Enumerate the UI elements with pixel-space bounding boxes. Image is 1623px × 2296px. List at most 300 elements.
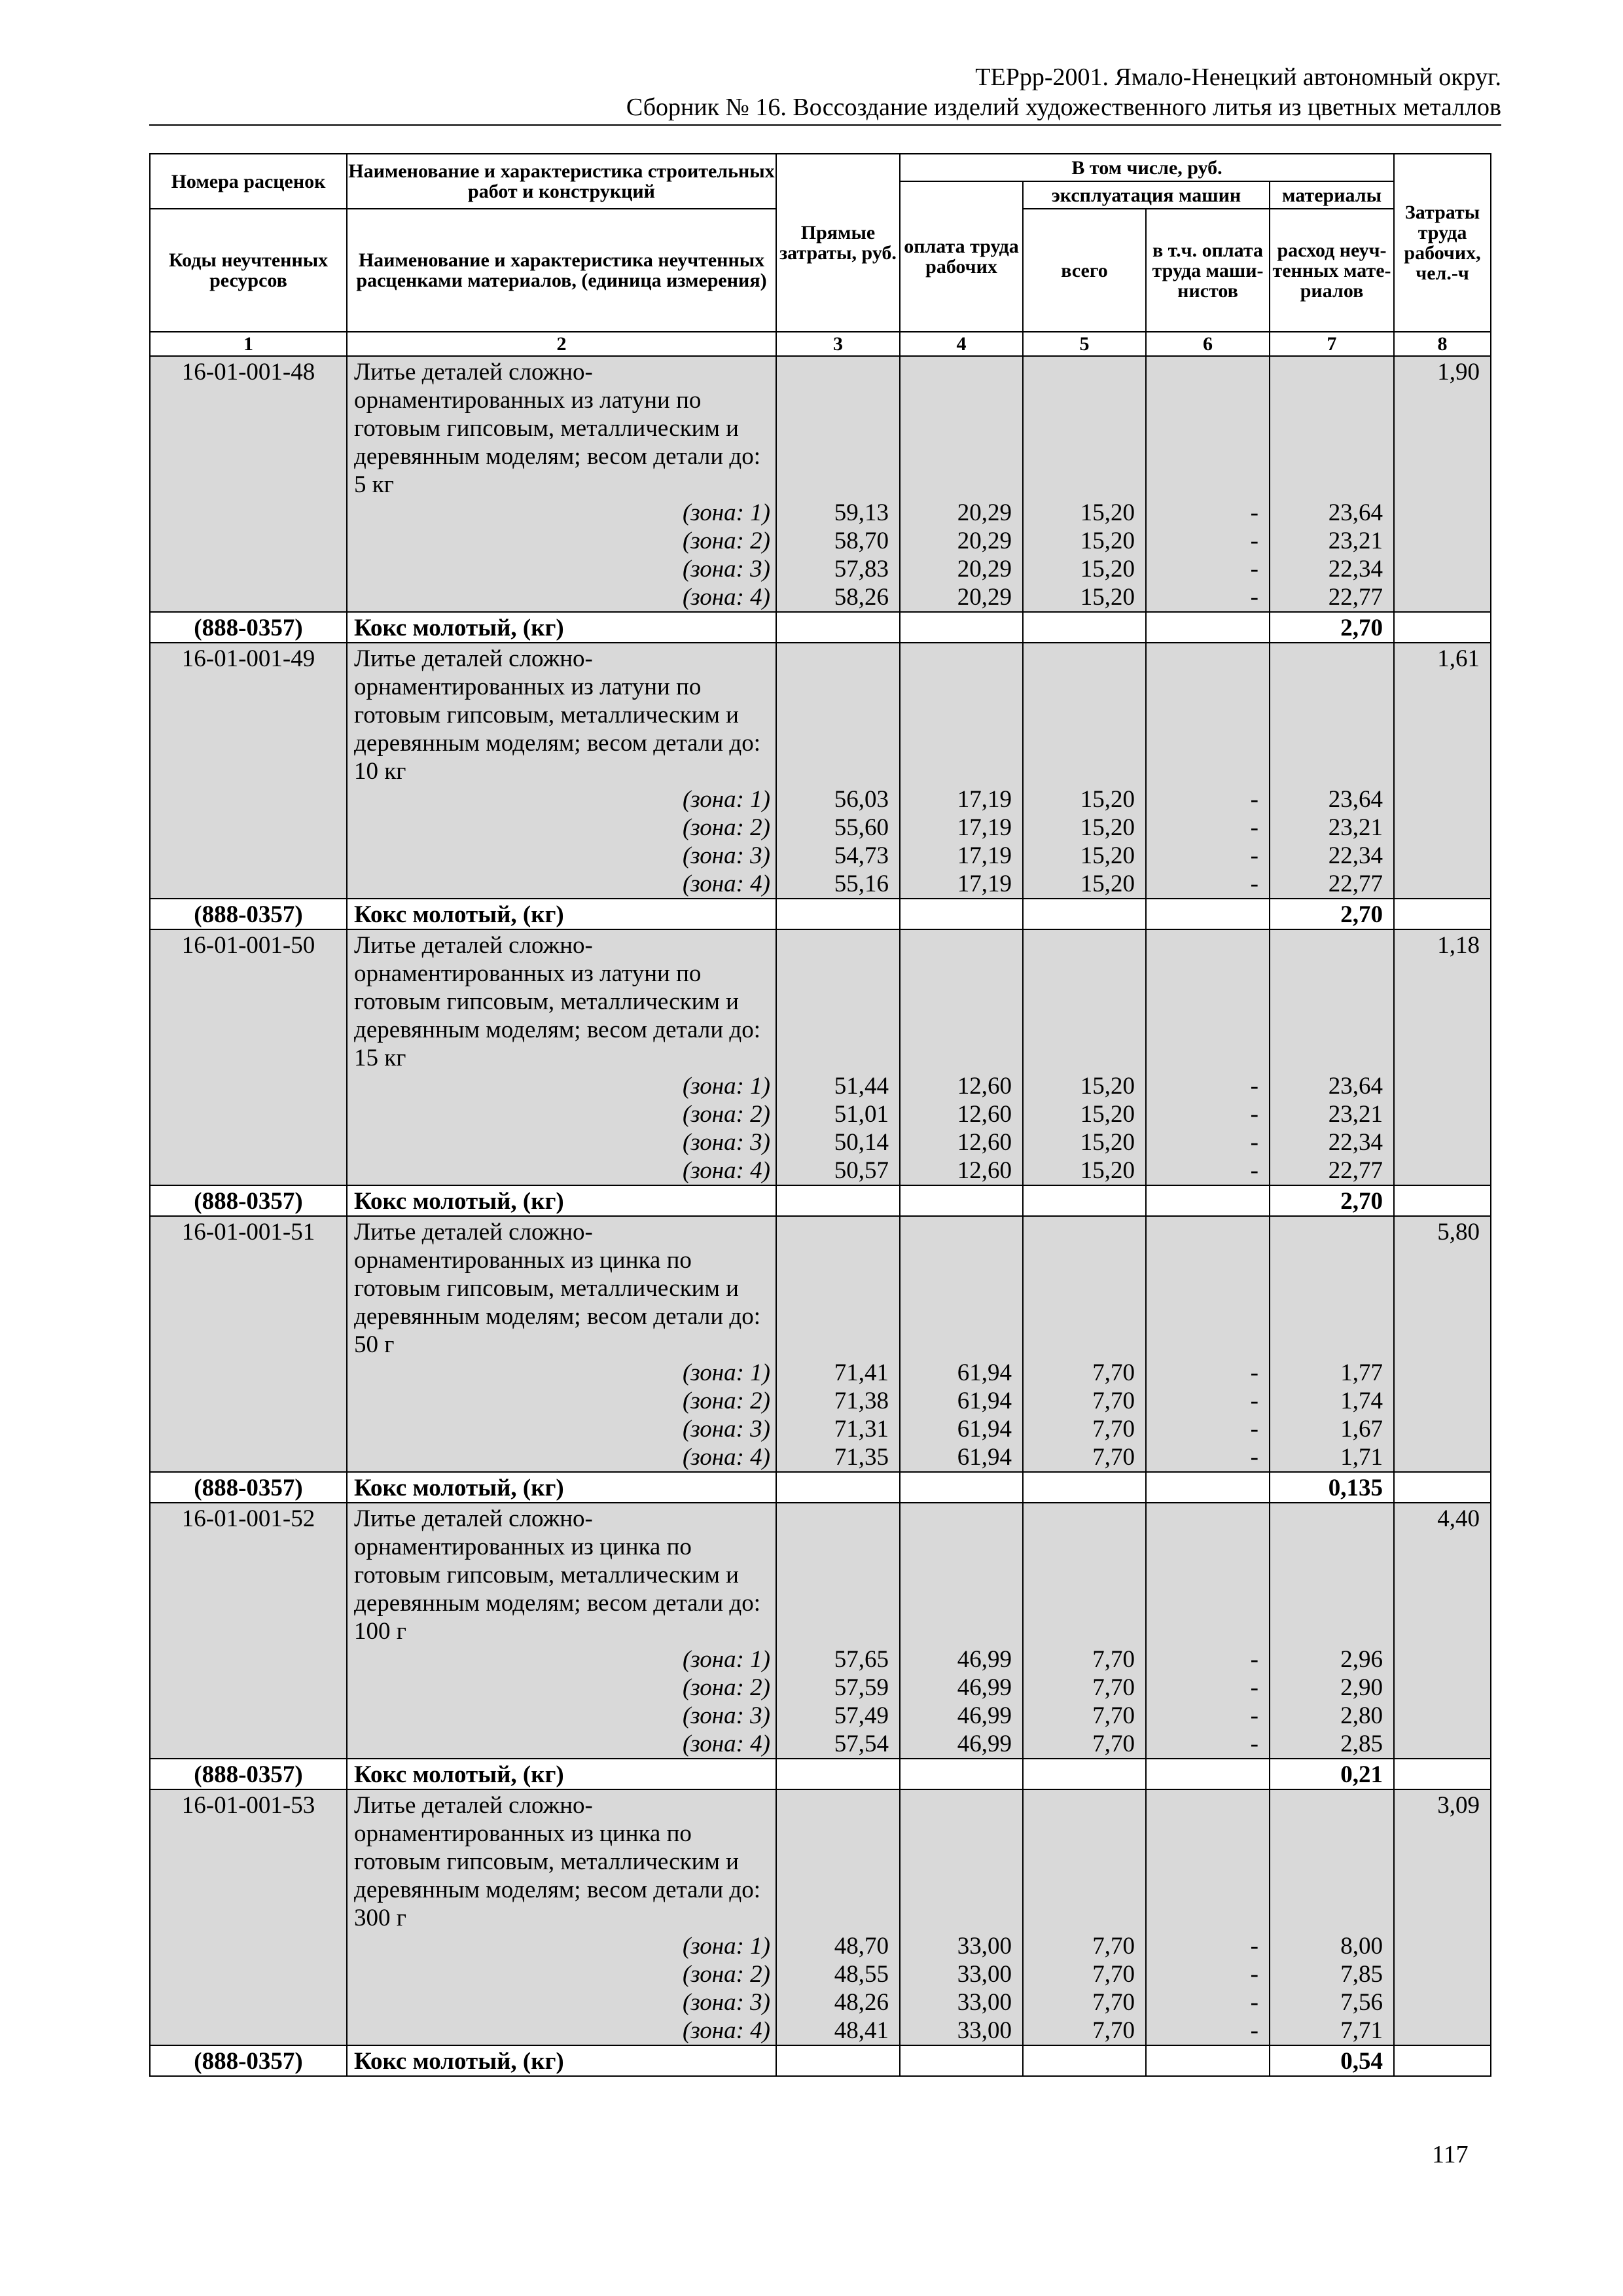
col-number: 5 — [1023, 332, 1146, 356]
rate-description-line: деревянным моделям; весом детали до: — [354, 443, 761, 470]
value-pay: 61,94 — [957, 1388, 1012, 1414]
value-mach: 15,20 — [1080, 786, 1135, 813]
value-mach: 7,70 — [1092, 1933, 1135, 1960]
rate-description-line: готовым гипсовым, металлическим и — [354, 702, 739, 728]
spacer — [1026, 1617, 1135, 1645]
running-header-title: ТЕРрр-2001. Ямало-Ненецкий автономный округ. — [975, 63, 1501, 91]
spacer — [779, 1274, 889, 1302]
resource-code: (888-0357) — [150, 1759, 347, 1789]
col-number: 3 — [776, 332, 900, 356]
col-mach-cell — [1023, 929, 1146, 1185]
value-mach: 15,20 — [1080, 842, 1135, 869]
spacer — [1149, 673, 1258, 701]
value-pay: 61,94 — [957, 1444, 1012, 1471]
value-mat: 2,90 — [1340, 1674, 1383, 1701]
value-mat: 22,34 — [1328, 842, 1383, 869]
th-machine-total: всего — [1023, 209, 1146, 332]
col-pay-cell — [900, 1216, 1023, 1472]
value-mach: 15,20 — [1080, 584, 1135, 611]
rates-body — [150, 356, 1491, 2076]
spacer — [779, 1016, 889, 1044]
rate-description-cell — [347, 1216, 776, 1472]
spacer — [779, 1302, 889, 1331]
rate-description-line: орнаментированных из латуни по — [354, 960, 702, 987]
value-machpay: - — [1250, 1961, 1258, 1988]
spacer — [903, 1561, 1012, 1589]
value-mach: 7,70 — [1092, 1388, 1135, 1414]
spacer — [779, 645, 889, 673]
spacer — [779, 960, 889, 988]
col-direct-cell — [776, 643, 900, 899]
rate-description-line: деревянным моделям; весом детали до: — [354, 1303, 761, 1330]
empty-cell — [1023, 1472, 1146, 1503]
rate-description-line: орнаментированных из цинка по — [354, 1820, 692, 1847]
labor-value: 1,61 — [1437, 645, 1480, 672]
spacer — [903, 673, 1012, 701]
spacer — [779, 1617, 889, 1645]
spacer — [1149, 386, 1258, 414]
col-mat-cell — [1270, 1789, 1394, 2045]
rate-description-line: орнаментированных из цинка по — [354, 1247, 692, 1274]
value-direct: 55,16 — [834, 870, 889, 897]
labor-cell — [1394, 1789, 1491, 2045]
spacer — [1273, 1331, 1383, 1359]
labor-cell — [1394, 1216, 1491, 1472]
rate-code-cell — [150, 1216, 347, 1472]
empty-cell — [1394, 612, 1491, 643]
spacer — [1026, 442, 1135, 471]
col-pay-cell — [900, 1789, 1023, 2045]
rate-code-cell — [150, 356, 347, 612]
value-direct: 71,38 — [834, 1388, 889, 1414]
spacer — [779, 1218, 889, 1246]
spacer — [1026, 1274, 1135, 1302]
empty-cell — [1146, 1759, 1270, 1789]
spacer — [903, 1274, 1012, 1302]
zone-label: (зона: 4) — [682, 1444, 770, 1471]
spacer — [1026, 1876, 1135, 1904]
col-mach-cell — [1023, 643, 1146, 899]
value-pay: 20,29 — [957, 556, 1012, 583]
zone-label: (зона: 3) — [682, 842, 770, 869]
col-mat-cell — [1270, 1216, 1394, 1472]
empty-cell — [776, 899, 900, 929]
value-pay: 46,99 — [957, 1702, 1012, 1729]
th-material-name: Наименование и характеристика неучтенных расценками материалов, (единица измерения) — [347, 209, 776, 332]
spacer — [1273, 1274, 1383, 1302]
spacer — [1026, 386, 1135, 414]
col-machpay-cell — [1146, 1789, 1270, 2045]
spacer — [1149, 1589, 1258, 1617]
value-mat: 7,56 — [1340, 1989, 1383, 2016]
value-mach: 7,70 — [1092, 1989, 1135, 2016]
th-work-name: Наименование и характеристика строительных работ и конструкций — [347, 154, 776, 209]
spacer — [1026, 1302, 1135, 1331]
value-machpay: - — [1250, 1129, 1258, 1156]
value-mach: 7,70 — [1092, 1702, 1135, 1729]
value-direct: 48,26 — [834, 1989, 889, 2016]
spacer — [1273, 1904, 1383, 1932]
empty-cell — [1394, 1185, 1491, 1216]
zone-label: (зона: 3) — [682, 556, 770, 583]
value-direct: 71,31 — [834, 1416, 889, 1443]
spacer — [903, 1505, 1012, 1533]
zone-label: (зона: 4) — [682, 1157, 770, 1184]
th-machinist-pay: в т.ч. оплата труда маши-нистов — [1146, 209, 1270, 332]
spacer — [903, 442, 1012, 471]
value-mach: 7,70 — [1092, 1731, 1135, 1757]
value-pay: 46,99 — [957, 1731, 1012, 1757]
spacer — [1026, 1218, 1135, 1246]
spacer — [1026, 1533, 1135, 1561]
spacer — [1273, 1848, 1383, 1876]
th-machine-operation: эксплуатация машин — [1023, 181, 1270, 209]
zone-label: (зона: 1) — [682, 1359, 770, 1386]
value-pay: 17,19 — [957, 814, 1012, 841]
spacer — [779, 1904, 889, 1932]
spacer — [903, 414, 1012, 442]
zone-label: (зона: 3) — [682, 1416, 770, 1443]
zone-label: (зона: 3) — [682, 1989, 770, 2016]
spacer — [903, 1218, 1012, 1246]
value-pay: 12,60 — [957, 1129, 1012, 1156]
th-materials: материалы — [1270, 181, 1394, 209]
labor-cell — [1394, 1503, 1491, 1759]
spacer — [1273, 701, 1383, 729]
spacer — [903, 1246, 1012, 1274]
col-mach-cell — [1023, 1216, 1146, 1472]
spacer — [1026, 673, 1135, 701]
spacer — [1149, 442, 1258, 471]
rate-description-line: Литье деталей сложно- — [354, 1505, 593, 1532]
spacer — [903, 645, 1012, 673]
rate-row — [150, 1789, 1491, 2045]
rate-code: 16-01-001-50 — [181, 932, 315, 959]
spacer — [779, 1791, 889, 1820]
spacer — [779, 471, 889, 499]
col-direct-cell — [776, 1789, 900, 2045]
spacer — [1026, 960, 1135, 988]
spacer — [1273, 988, 1383, 1016]
spacer — [903, 757, 1012, 785]
spacer — [1026, 1331, 1135, 1359]
spacer — [1149, 1791, 1258, 1820]
value-pay: 46,99 — [957, 1674, 1012, 1701]
spacer — [779, 386, 889, 414]
spacer — [903, 1876, 1012, 1904]
empty-cell — [1394, 2045, 1491, 2076]
zone-label: (зона: 2) — [682, 1961, 770, 1988]
spacer — [1149, 358, 1258, 386]
zone-label: (зона: 2) — [682, 1101, 770, 1128]
running-header-collection: Сборник № 16. Воссоздание изделий художественного литья из цветных металлов — [626, 94, 1501, 121]
spacer — [903, 960, 1012, 988]
spacer — [1149, 1218, 1258, 1246]
spacer — [1273, 1505, 1383, 1533]
spacer — [1149, 1331, 1258, 1359]
spacer — [779, 1561, 889, 1589]
spacer — [1273, 1820, 1383, 1848]
rate-code-cell — [150, 643, 347, 899]
value-mat: 1,67 — [1340, 1416, 1383, 1443]
empty-cell — [1023, 1185, 1146, 1216]
resource-code: (888-0357) — [150, 2045, 347, 2076]
col-number: 2 — [347, 332, 776, 356]
resource-row — [150, 612, 1491, 643]
resource-quantity: 2,70 — [1270, 899, 1394, 929]
spacer — [1026, 358, 1135, 386]
value-pay: 33,00 — [957, 2017, 1012, 2044]
rates-table — [149, 153, 1491, 2077]
spacer — [779, 1848, 889, 1876]
th-labor: Затраты труда рабочих, чел.-ч — [1394, 154, 1491, 332]
empty-cell — [1146, 612, 1270, 643]
spacer — [779, 442, 889, 471]
spacer — [1149, 960, 1258, 988]
empty-cell — [900, 612, 1023, 643]
value-direct: 51,44 — [834, 1073, 889, 1100]
empty-cell — [1146, 1472, 1270, 1503]
col-number: 1 — [150, 332, 347, 356]
spacer — [1149, 1274, 1258, 1302]
spacer — [779, 1331, 889, 1359]
value-mat: 23,21 — [1328, 528, 1383, 554]
value-machpay: - — [1250, 1989, 1258, 2016]
spacer — [1149, 1876, 1258, 1904]
spacer — [779, 729, 889, 757]
spacer — [1273, 1617, 1383, 1645]
empty-cell — [1394, 1759, 1491, 1789]
spacer — [1026, 701, 1135, 729]
empty-cell — [776, 2045, 900, 2076]
spacer — [903, 1533, 1012, 1561]
value-mach: 15,20 — [1080, 1157, 1135, 1184]
value-direct: 71,41 — [834, 1359, 889, 1386]
value-direct: 71,35 — [834, 1444, 889, 1471]
col-mach-cell — [1023, 1503, 1146, 1759]
zone-label: (зона: 1) — [682, 1933, 770, 1960]
spacer — [1026, 1820, 1135, 1848]
empty-cell — [1023, 1759, 1146, 1789]
value-mat: 1,74 — [1340, 1388, 1383, 1414]
value-pay: 12,60 — [957, 1157, 1012, 1184]
labor-cell — [1394, 643, 1491, 899]
value-mach: 7,70 — [1092, 2017, 1135, 2044]
rate-description-line: орнаментированных из латуни по — [354, 387, 702, 414]
empty-cell — [900, 1185, 1023, 1216]
value-mat: 23,64 — [1328, 786, 1383, 813]
value-mat: 23,21 — [1328, 1101, 1383, 1128]
col-number: 7 — [1270, 332, 1394, 356]
spacer — [903, 1589, 1012, 1617]
spacer — [1273, 960, 1383, 988]
value-direct: 57,83 — [834, 556, 889, 583]
rate-code-cell — [150, 1789, 347, 2045]
spacer — [1149, 645, 1258, 673]
spacer — [1149, 414, 1258, 442]
resource-row — [150, 899, 1491, 929]
spacer — [1149, 757, 1258, 785]
spacer — [1273, 1044, 1383, 1072]
spacer — [1026, 1246, 1135, 1274]
value-machpay: - — [1250, 1416, 1258, 1443]
value-machpay: - — [1250, 556, 1258, 583]
value-mach: 15,20 — [1080, 870, 1135, 897]
spacer — [1273, 729, 1383, 757]
rate-description-line: 300 г — [354, 1905, 406, 1931]
value-machpay: - — [1250, 1388, 1258, 1414]
value-pay: 33,00 — [957, 1933, 1012, 1960]
value-machpay: - — [1250, 499, 1258, 526]
spacer — [1026, 1505, 1135, 1533]
rate-description-line: деревянным моделям; весом детали до: — [354, 1590, 761, 1617]
value-machpay: - — [1250, 1674, 1258, 1701]
spacer — [1026, 414, 1135, 442]
value-mach: 7,70 — [1092, 1646, 1135, 1673]
rate-code: 16-01-001-49 — [181, 645, 315, 672]
value-mat: 23,64 — [1328, 1073, 1383, 1100]
resource-code: (888-0357) — [150, 1472, 347, 1503]
rate-description-cell — [347, 643, 776, 899]
spacer — [1149, 1904, 1258, 1932]
value-direct: 48,41 — [834, 2017, 889, 2044]
spacer — [903, 729, 1012, 757]
rate-description-line: Литье деталей сложно- — [354, 932, 593, 959]
spacer — [779, 673, 889, 701]
value-mach: 7,70 — [1092, 1961, 1135, 1988]
zone-label: (зона: 2) — [682, 1674, 770, 1701]
spacer — [1273, 1589, 1383, 1617]
labor-value: 3,09 — [1437, 1792, 1480, 1819]
spacer — [903, 1820, 1012, 1848]
col-mat-cell — [1270, 1503, 1394, 1759]
value-direct: 51,01 — [834, 1101, 889, 1128]
spacer — [1026, 1791, 1135, 1820]
spacer — [1273, 386, 1383, 414]
rate-row — [150, 643, 1491, 899]
spacer — [1273, 1246, 1383, 1274]
spacer — [779, 1044, 889, 1072]
resource-quantity: 2,70 — [1270, 612, 1394, 643]
value-pay: 17,19 — [957, 842, 1012, 869]
value-pay: 20,29 — [957, 528, 1012, 554]
spacer — [1273, 1302, 1383, 1331]
col-pay-cell — [900, 929, 1023, 1185]
rate-description-line: 100 г — [354, 1618, 406, 1645]
spacer — [1273, 471, 1383, 499]
spacer — [1149, 1561, 1258, 1589]
spacer — [1026, 1016, 1135, 1044]
col-mach-cell — [1023, 356, 1146, 612]
resource-quantity: 0,135 — [1270, 1472, 1394, 1503]
spacer — [903, 386, 1012, 414]
resource-row — [150, 2045, 1491, 2076]
rate-description-cell — [347, 356, 776, 612]
col-mat-cell — [1270, 643, 1394, 899]
value-mat: 23,64 — [1328, 499, 1383, 526]
value-pay: 46,99 — [957, 1646, 1012, 1673]
spacer — [903, 1904, 1012, 1932]
spacer — [1273, 1533, 1383, 1561]
col-machpay-cell — [1146, 929, 1270, 1185]
value-mat: 22,77 — [1328, 1157, 1383, 1184]
resource-row — [150, 1472, 1491, 1503]
spacer — [779, 358, 889, 386]
value-machpay: - — [1250, 870, 1258, 897]
empty-cell — [1023, 2045, 1146, 2076]
spacer — [1273, 757, 1383, 785]
spacer — [903, 358, 1012, 386]
col-mat-cell — [1270, 929, 1394, 1185]
spacer — [1149, 1302, 1258, 1331]
value-pay: 17,19 — [957, 870, 1012, 897]
spacer — [779, 1505, 889, 1533]
col-machpay-cell — [1146, 356, 1270, 612]
spacer — [1273, 414, 1383, 442]
empty-cell — [776, 1472, 900, 1503]
rate-description-line: готовым гипсовым, металлическим и — [354, 1275, 739, 1302]
value-direct: 58,70 — [834, 528, 889, 554]
value-direct: 55,60 — [834, 814, 889, 841]
value-mach: 15,20 — [1080, 1101, 1135, 1128]
resource-name: Кокс молотый, (кг) — [347, 1472, 776, 1503]
value-machpay: - — [1250, 1702, 1258, 1729]
zone-label: (зона: 1) — [682, 499, 770, 526]
spacer — [779, 1533, 889, 1561]
value-mach: 7,70 — [1092, 1444, 1135, 1471]
spacer — [1149, 1533, 1258, 1561]
rate-code: 16-01-001-51 — [181, 1219, 315, 1246]
resource-row — [150, 1185, 1491, 1216]
empty-cell — [1023, 899, 1146, 929]
spacer — [779, 701, 889, 729]
rate-code: 16-01-001-53 — [181, 1792, 315, 1819]
empty-cell — [776, 612, 900, 643]
zone-label: (зона: 1) — [682, 786, 770, 813]
labor-value: 5,80 — [1437, 1219, 1480, 1246]
value-mach: 15,20 — [1080, 499, 1135, 526]
value-machpay: - — [1250, 1073, 1258, 1100]
spacer — [903, 1331, 1012, 1359]
col-direct-cell — [776, 356, 900, 612]
zone-label: (зона: 3) — [682, 1702, 770, 1729]
spacer — [1149, 1016, 1258, 1044]
value-pay: 12,60 — [957, 1101, 1012, 1128]
zone-label: (зона: 4) — [682, 2017, 770, 2044]
spacer — [903, 701, 1012, 729]
spacer — [1149, 1246, 1258, 1274]
col-machpay-cell — [1146, 1216, 1270, 1472]
th-direct-costs: Прямые затраты, руб. — [776, 154, 900, 332]
col-machpay-cell — [1146, 1503, 1270, 1759]
value-mach: 15,20 — [1080, 1129, 1135, 1156]
th-worker-pay: оплата труда рабочих — [900, 181, 1023, 332]
value-machpay: - — [1250, 842, 1258, 869]
value-mach: 15,20 — [1080, 814, 1135, 841]
rate-row — [150, 1503, 1491, 1759]
value-mat: 23,21 — [1328, 814, 1383, 841]
value-direct: 57,54 — [834, 1731, 889, 1757]
spacer — [1273, 645, 1383, 673]
spacer — [903, 1848, 1012, 1876]
zone-label: (зона: 2) — [682, 528, 770, 554]
spacer — [1026, 1589, 1135, 1617]
col-direct-cell — [776, 1503, 900, 1759]
spacer — [903, 1791, 1012, 1820]
spacer — [1149, 1505, 1258, 1533]
rate-row — [150, 1216, 1491, 1472]
col-pay-cell — [900, 643, 1023, 899]
